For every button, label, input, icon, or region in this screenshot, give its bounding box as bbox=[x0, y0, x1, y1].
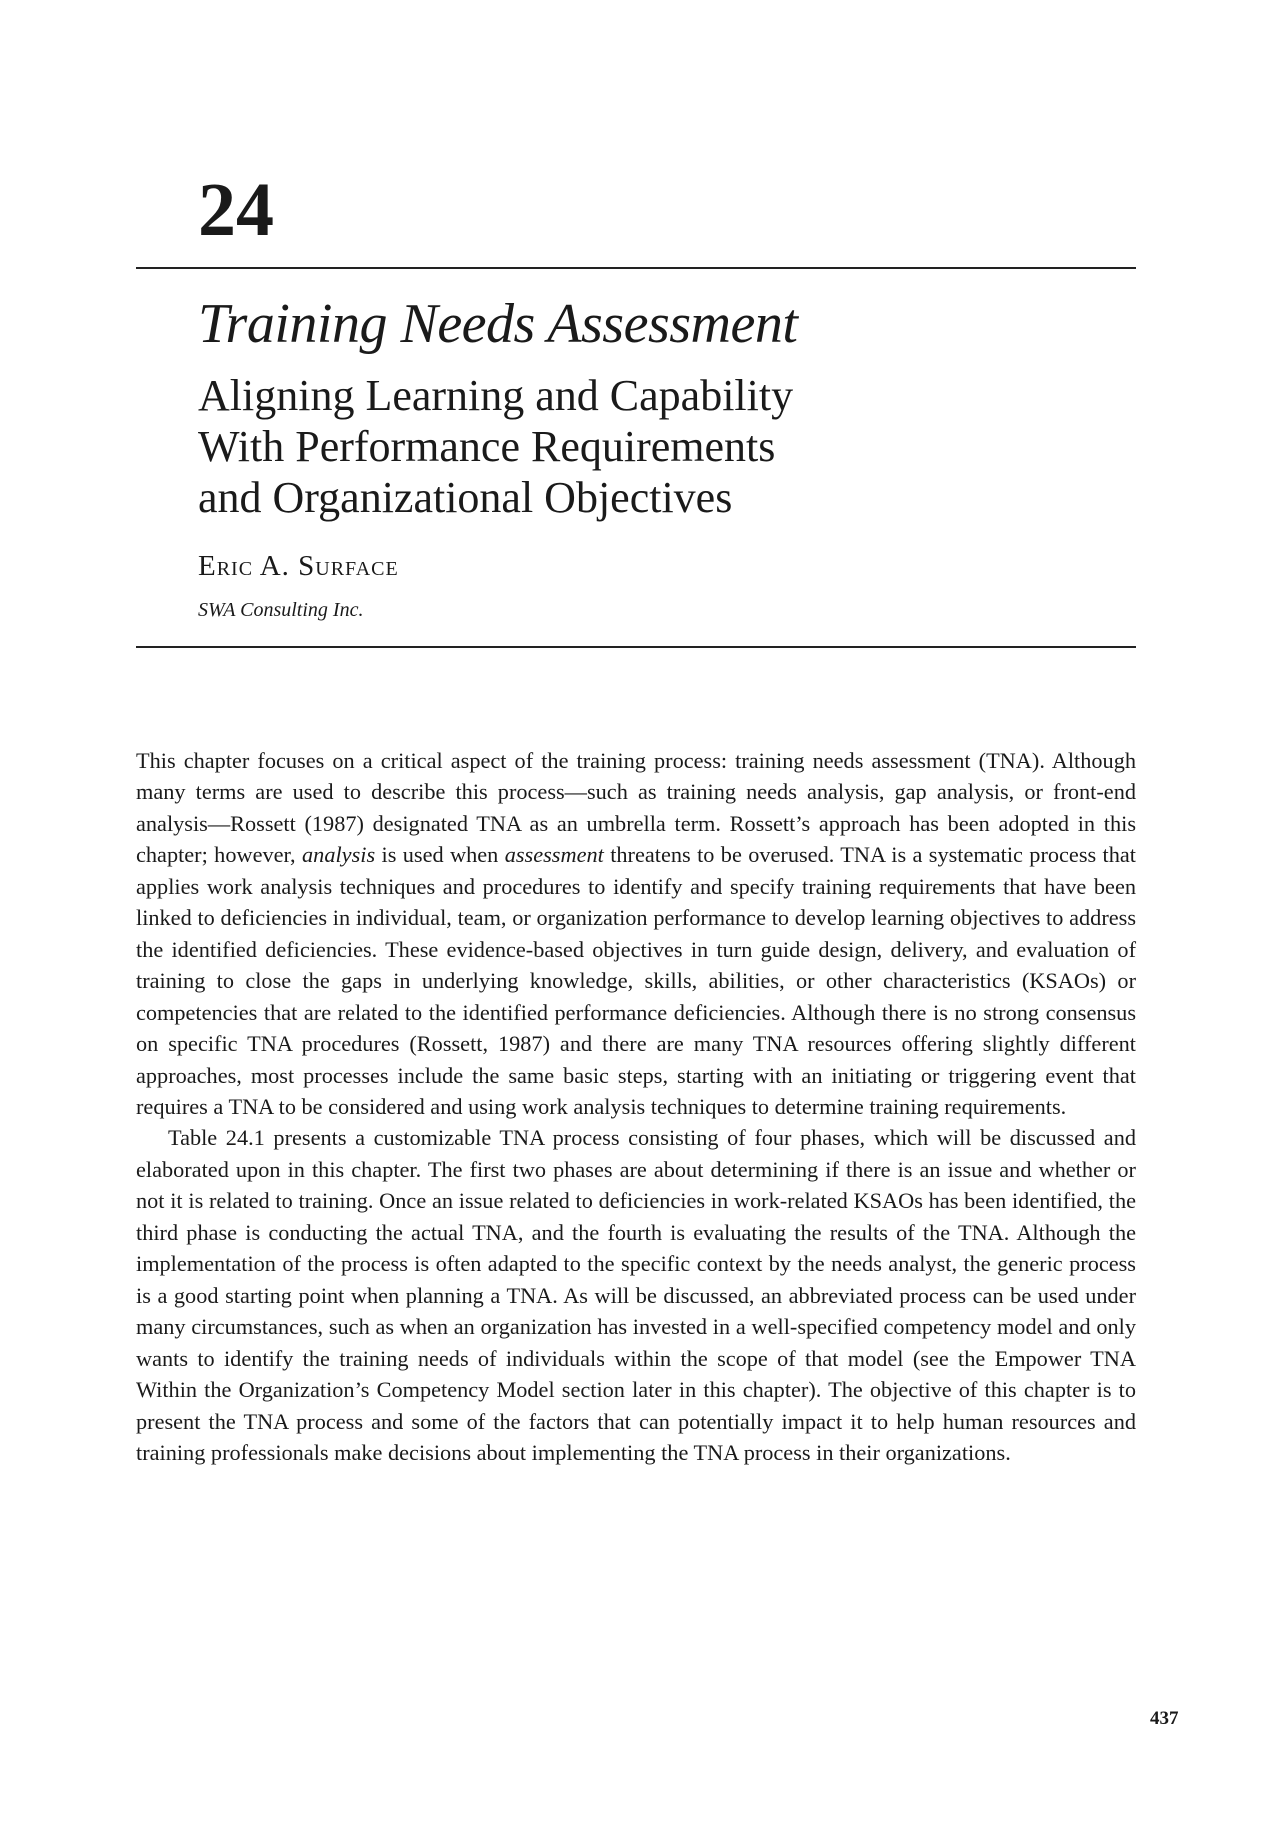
subtitle-line: Aligning Learning and Capability bbox=[198, 371, 794, 420]
chapter-title: Training Needs Assessment bbox=[198, 293, 798, 355]
page-number: 437 bbox=[1150, 1708, 1179, 1729]
paragraph-1-text-c: threatens to be overused. TNA is a systematic process that applies work analysis techniques and procedures to identify and specify training requirements that have been linked to deficiencies in individual, team, or organization performance to develop learning objectives to address the identified deficiencies. These evidence-based objectives in turn guide design, delivery, and evaluation of training to close the gaps in underlying knowledge, skills, abilities, or other characteristics (KSAOs) or competencies that are related to the identified performance deficiencies. Although there is no strong consensus on specific TNA procedures (Rossett, 1987) and there are many TNA resources offering slightly different approaches, most processes include the same basic steps, starting with an initiating or triggering event that requires a TNA to be considered and using work analysis techniques to determine training requirements. bbox=[136, 842, 1136, 1119]
paragraph-1 bbox=[136, 745, 1136, 1122]
top-rule bbox=[136, 267, 1136, 269]
paragraph-2: Table 24.1 presents a customizable TNA process consisting of four phases, which will be discussed and elaborated upon in this chapter. The first two phases are about determining if there is an issue and whether or not it is related to training. Once an issue related to deficiencies in work-related KSAOs has been identified, the third phase is conducting the actual TNA, and the fourth is evaluating the results of the TNA. Although the implementation of the process is often adapted to the specific context by the needs analyst, the generic process is a good starting point when planning a TNA. As will be discussed, an abbreviated process can be used under many circumstances, such as when an organization has invested in a well-specified competency model and only wants to identify the training needs of individuals within the scope of that model (see the Empower TNA Within the Organization’s Competency Model section later in this chapter). The objective of this chapter is to present the TNA process and some of the factors that can potentially impact it to help human resources and training professionals make decisions about implementing the TNA process in their organizations. bbox=[136, 1125, 1136, 1465]
chapter-subtitle bbox=[198, 370, 793, 523]
chapter-number: 24 bbox=[198, 168, 274, 252]
paragraph-1-text-a: This chapter focuses on a critical aspect of the training process: training needs assessment (TNA). Although many terms are used to describe this process—such as training needs analysis, gap analysis, or front-end analysis—Rossett (1987) designated TNA as an umbrella term. Rossett’s approach has been adopted in this chapter; however, bbox=[136, 748, 1136, 868]
subtitle-line: With Performance Requirements bbox=[198, 422, 776, 471]
subtitle-line: and Organizational Objectives bbox=[198, 473, 733, 522]
author-affiliation: SWA Consulting Inc. bbox=[198, 599, 364, 621]
emphasis-analysis: analysis bbox=[302, 842, 376, 868]
author-name: Eric A. Surface bbox=[198, 550, 399, 582]
paragraph-1-text-b: is used when bbox=[375, 842, 505, 868]
body-text bbox=[136, 745, 1136, 1468]
emphasis-assessment: assessment bbox=[504, 842, 604, 868]
bottom-rule bbox=[136, 646, 1136, 648]
